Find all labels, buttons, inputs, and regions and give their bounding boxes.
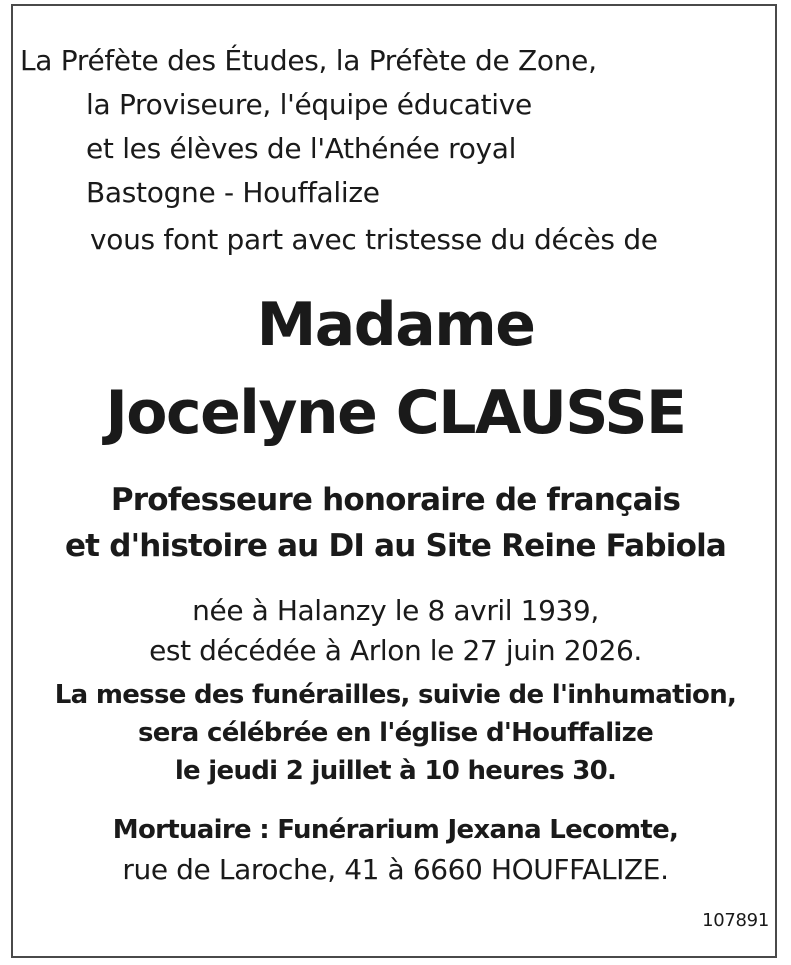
deceased-name: Jocelyne CLAUSSE (105, 378, 686, 448)
intro-line-3: et les élèves de l'Athénée royal (86, 132, 517, 165)
death-line: est décédée à Arlon le 27 juin 2026. (149, 634, 642, 667)
funeral-line-2: sera célébrée en l'église d'Houffalize (137, 718, 654, 748)
deceased-salutation: Madame (256, 290, 535, 360)
intro-line-2: la Proviseure, l'équipe éducative (86, 88, 532, 121)
intro-line-5: vous font part avec tristesse du décès de (90, 223, 658, 256)
mortuary-name: Mortuaire : Funérarium Jexana Lecomte, (112, 815, 679, 845)
intro-line-4: Bastogne - Houffalize (86, 176, 380, 209)
birth-line: née à Halanzy le 8 avril 1939, (192, 594, 599, 627)
role-line-1: Professeure honoraire de français (110, 482, 681, 518)
mortuary-address: rue de Laroche, 41 à 6660 HOUFFALIZE. (122, 853, 669, 886)
funeral-line-3: le jeudi 2 juillet à 10 heures 30. (174, 756, 617, 786)
reference-number: 107891 (702, 910, 769, 931)
funeral-line-1: La messe des funérailles, suivie de l'inhumation, (54, 680, 737, 710)
intro-line-1: La Préfète des Études, la Préfète de Zone, (20, 44, 597, 77)
role-line-2: et d'histoire au DI au Site Reine Fabiola (64, 528, 727, 564)
